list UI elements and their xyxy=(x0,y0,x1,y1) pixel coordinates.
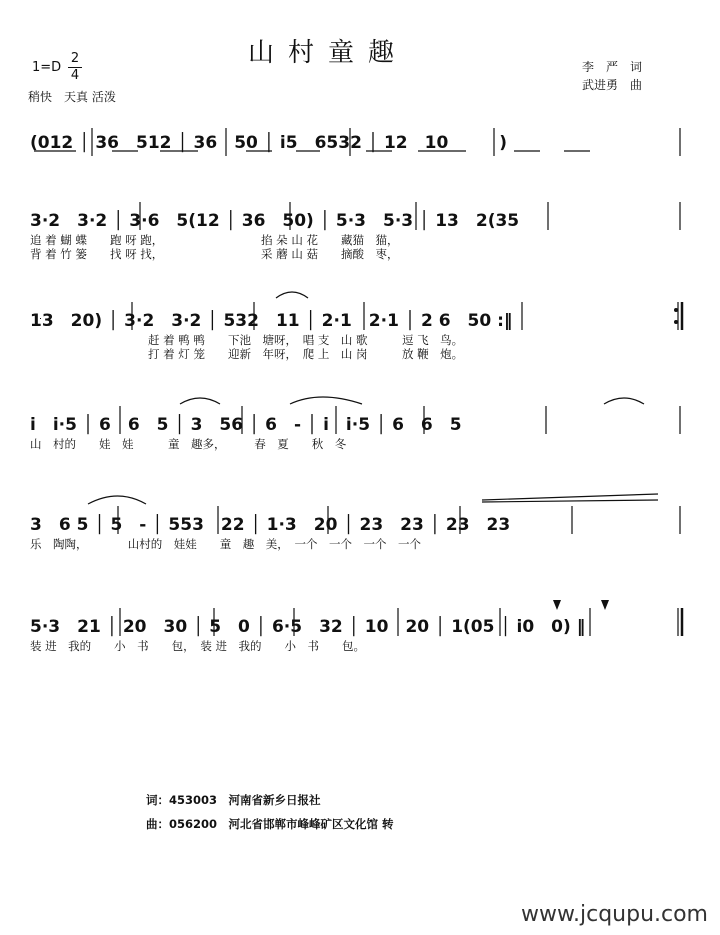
time-signature-bottom: 4 xyxy=(70,68,80,83)
score-row-2-lyric-verse-2: 背 着 竹 篓 找 呀 找， 采 蘑 山 菇 摘酸 枣， xyxy=(30,247,399,261)
lyricist-credit: 李 严 词 xyxy=(582,60,643,74)
score-row-3-notes: 13 20) │ 3·2 3·2 │ 532 11 │ 2·1 2·1 │ 2 6 50 :‖ xyxy=(30,311,513,331)
tempo-marking: 稍快 天真 活泼 xyxy=(28,90,116,104)
time-signature-top: 2 xyxy=(70,51,80,66)
lyricist-address: 词：453003 河南省新乡日报社 xyxy=(146,793,321,807)
score-row-4-notes: i i·5 │ 6 6 5 │ 3 56 │ 6 - │ i i·5 │ 6 6 5 xyxy=(30,415,462,435)
score-row-2-notes: 3·2 3·2 │ 3·6 5(12 │ 36 50) │ 5·3 5·3 │ 13 2(35 xyxy=(30,211,520,231)
score-row-4-lyric: 山 村的 娃 娃 童 趣多， 春 夏 秋 冬 xyxy=(30,437,347,451)
score-row-6-lyric: 装 进 我的 小 书 包， 装 进 我的 小 书 包。 xyxy=(30,639,366,653)
song-title: 山村童趣 xyxy=(248,38,409,68)
composer-credit: 武进勇 曲 xyxy=(582,78,643,92)
key-signature: 1=D xyxy=(32,60,62,75)
score-row-3-lyric-verse-2: 打 着 灯 笼 迎新 年呀， 爬 上 山 岗 放 鞭 炮。 xyxy=(148,347,464,361)
score-row-3-lyric-verse-1: 赶 着 鸭 鸭 下池 塘呀， 唱 支 山 歌 逗 飞 鸟。 xyxy=(148,333,464,347)
site-watermark: www.jcqupu.com xyxy=(521,902,708,927)
score-row-5-notes: 3 6 5 │ 5 - │ 553 22 │ 1·3 20 │ 23 23 │ 23 23 xyxy=(30,515,511,535)
score-row-6-notes: 5·3 21 │ 20 30 │ 5 0 │ 6·5 32 │ 10 20 │ 1(05 │ i0 0) ‖ xyxy=(30,617,586,637)
composer-address: 曲：056200 河北省邯郸市峰峰矿区文化馆 转 xyxy=(146,817,394,831)
score-row-5-lyric: 乐 陶陶， 山村的 娃娃 童 趣 美， 一个 一个 一个 一个 xyxy=(30,537,421,551)
score-row-2-lyric-verse-1: 追 着 蝴 蝶 跑 呀 跑， 掐 朵 山 花 藏猫 猫， xyxy=(30,233,399,247)
score-row-1-notes: (012 │ 36 512 │ 36 50 │ i5 6532 │ 12 10 ) xyxy=(30,133,508,153)
